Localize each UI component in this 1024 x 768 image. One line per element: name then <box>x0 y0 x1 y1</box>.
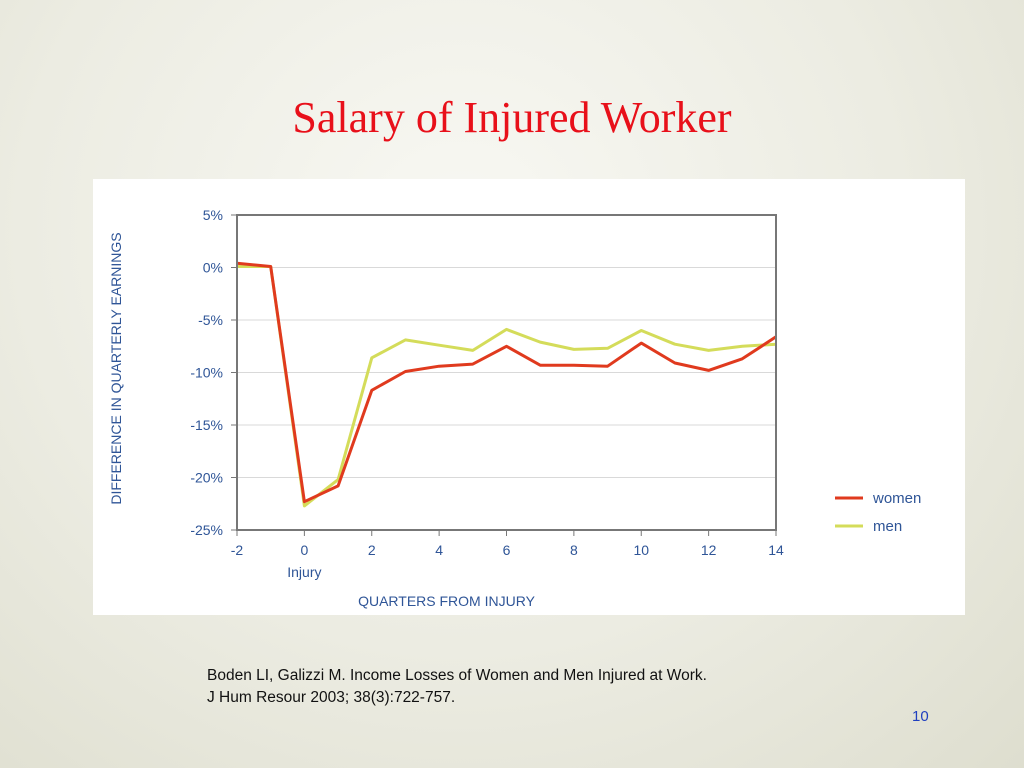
injury-annotation: Injury <box>287 564 322 580</box>
x-tick-label: 0 <box>300 542 309 558</box>
x-tick-label: 8 <box>569 542 578 558</box>
x-tick-label: 12 <box>700 542 717 558</box>
legend <box>835 490 921 535</box>
y-tick-labels <box>190 207 237 538</box>
citation-line-2: J Hum Resour 2003; 38(3):722-757. <box>207 689 456 706</box>
x-tick-labels <box>231 530 784 558</box>
page-number: 10 <box>912 708 929 725</box>
legend-label-women: women <box>873 490 922 507</box>
series-line-men <box>237 267 776 506</box>
series-line-women <box>237 263 776 501</box>
earnings-line-chart <box>93 179 965 615</box>
legend-label-men: men <box>873 518 903 535</box>
x-tick-label: -2 <box>230 542 244 558</box>
y-tick-label: -5% <box>198 312 223 328</box>
y-tick-label: 5% <box>202 207 223 223</box>
grid-lines <box>237 268 776 478</box>
x-tick-label: 4 <box>435 542 444 558</box>
slide-title: Salary of Injured Worker <box>292 93 732 142</box>
y-tick-label: -15% <box>190 417 223 433</box>
x-tick-label: 2 <box>367 542 376 558</box>
y-axis-title: DIFFERENCE IN QUARTERLY EARNINGS <box>108 232 124 505</box>
chart-panel <box>93 179 965 615</box>
y-tick-label: -20% <box>190 469 223 486</box>
x-tick-label: 10 <box>633 542 650 558</box>
citation-line-1: Boden LI, Galizzi M. Income Losses of Women and Men Injured at Work. <box>207 667 707 684</box>
y-tick-label: -25% <box>190 522 223 538</box>
x-tick-label: 14 <box>768 542 784 558</box>
x-tick-label: 6 <box>502 542 511 558</box>
citation <box>207 665 907 709</box>
series-lines <box>237 263 776 506</box>
x-axis-title: QUARTERS FROM INJURY <box>358 593 535 609</box>
y-tick-label: -10% <box>190 364 223 381</box>
y-tick-label: 0% <box>202 259 223 276</box>
